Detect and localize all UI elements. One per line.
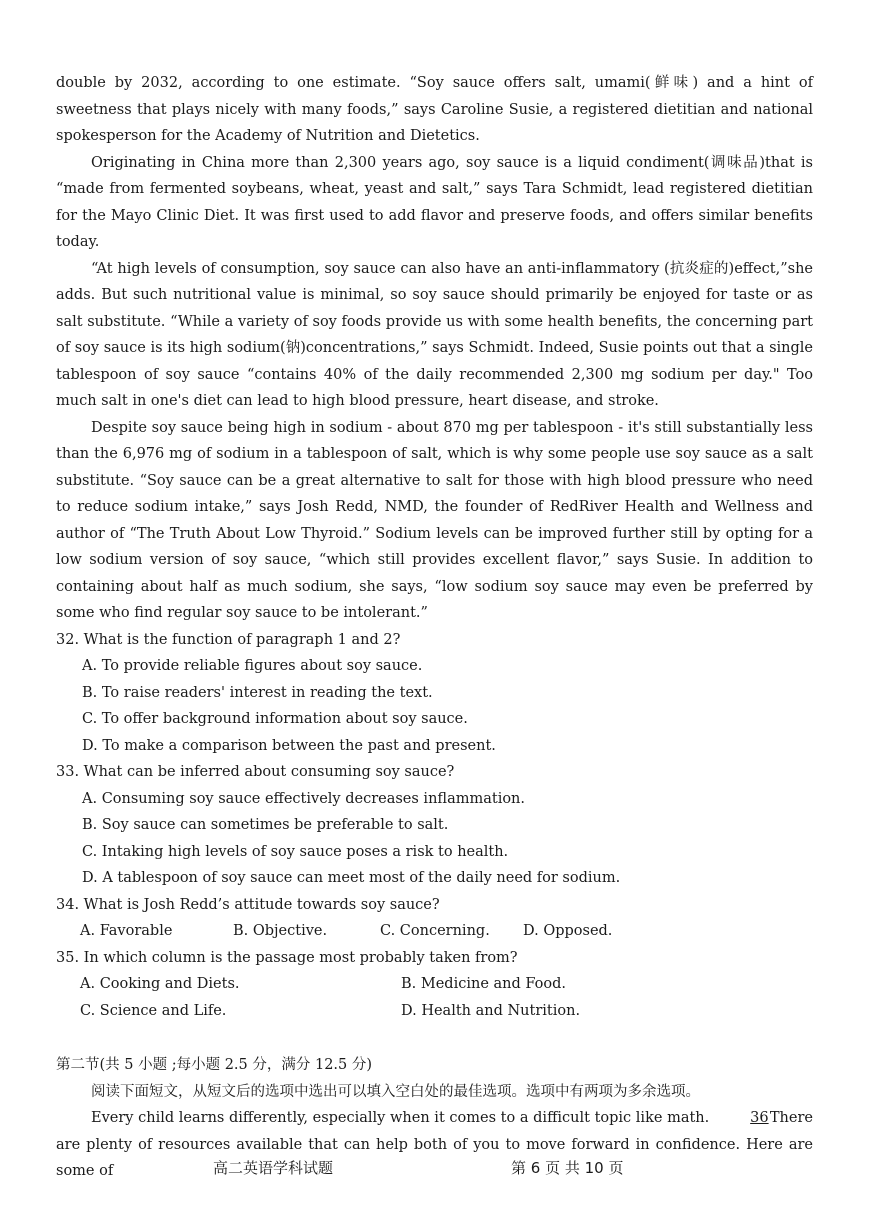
question-32 [56, 627, 813, 760]
passage-paragraph-0: double by 2032, according to one estimate. “Soy sauce offers salt, umami(鲜味) and a hint of sweetness that plays nicely with many foods,” says Caroline Susie, a registered dietitian and national spokesperson for the Academy of Nutrition and Dietetics. [56, 75, 813, 144]
passage-paragraph-3: Despite soy sauce being high in sodium - about 870 mg per tablespoon - it's still substantially less than the 6,976 mg of sodium in a tablespoon of salt, which is why some people use soy sauce as a salt substitute. “Soy sauce can be a great alternative to salt for those with high blood pressure who need to reduce sodium intake,” says Josh Redd, NMD, the founder of RedRiver Health and Wellness and author of “The Truth About Low Thyroid.” Sodium levels can be improved further still by opting for a low sodium version of soy sauce, “which still provides excellent flavor,” says Susie. In addition to containing about half as much sodium, she says, “low sodium soy sauce may even be preferred by some who find regular soy sauce to be intolerant.” [56, 419, 813, 621]
option-c: C. Concerning. [380, 923, 490, 939]
option-b: B. To raise readers' interest in reading the text. [82, 684, 433, 701]
options-row [80, 918, 813, 945]
blank-36: 36 [750, 1110, 769, 1126]
passage-paragraph-2: “At high levels of consumption, soy sauce can also have an anti-inflammatory (抗炎症的)effect,”she adds. But such nutritional value is minimal, so soy sauce should primarily be enjoyed for taste or as salt substitute. “While a variety of soy foods provide us with some health benefits, the concerning part of soy sauce is its high sodium(钠)concentrations,” says Schmidt. Indeed, Susie points out that a single tablespoon of soy sauce “contains 40% of the daily recommended 2,300 mg sodium per day." Too much salt in one's diet can lead to high blood pressure, heart disease, and stroke. [56, 260, 813, 409]
question-stem: 35. In which column is the passage most probably taken from? [56, 949, 518, 966]
question-stem: 34. What is Josh Redd’s attitude towards soy sauce? [56, 896, 440, 913]
option-c: C. Intaking high levels of soy sauce poses a risk to health. [82, 843, 509, 860]
cloze-paragraph [56, 1105, 813, 1185]
option-d: D. To make a comparison between the past and present. [82, 737, 496, 754]
option-c: C. Science and Life. [80, 1002, 227, 1019]
options-row [80, 998, 813, 1025]
option-a: A. Favorable [80, 923, 173, 939]
exam-page-body [56, 70, 813, 1185]
option-b: B. Objective. [233, 923, 328, 939]
cloze-text-after: There are plenty of resources available that can help both of you to move forward in confidence. Here are some of [56, 1110, 813, 1179]
section-heading: 第二节(共 5 小题 ;每小题 2.5 分，满分 12.5 分) [56, 1057, 373, 1073]
option-a: A. To provide reliable figures about soy sauce. [82, 658, 423, 674]
cloze-text-before: Every child learns differently, especially when it comes to a difficult topic like math. [91, 1110, 710, 1126]
question-stem: 32. What is the function of paragraph 1 and 2? [56, 631, 401, 648]
question-34 [56, 892, 813, 945]
option-b: B. Soy sauce can sometimes be preferable to salt. [82, 817, 449, 833]
passage-paragraph-1: Originating in China more than 2,300 years ago, soy sauce is a liquid condiment(调味品)that is “made from fermented soybeans, wheat, yeast and salt,” says Tara Schmidt, lead registered dietitian for the Mayo Clinic Diet. It was first used to add flavor and preserve foods, and offers similar benefits today. [56, 154, 813, 250]
option-c: C. To offer background information about soy sauce. [82, 711, 468, 727]
section-instruction: 阅读下面短文，从短文后的选项中选出可以填入空白处的最佳选项。选项中有两项为多余选项。 [91, 1083, 700, 1100]
option-a: A. Cooking and Diets. [80, 976, 240, 992]
options-row [80, 971, 813, 998]
option-d: D. Opposed. [523, 923, 613, 939]
question-35 [56, 945, 813, 1025]
option-b: B. Medicine and Food. [401, 976, 567, 992]
option-d: D. Health and Nutrition. [401, 1002, 581, 1019]
footer-page-number: 第 6 页 共 10 页 [511, 1159, 624, 1177]
option-a: A. Consuming soy sauce effectively decreases inflammation. [82, 790, 526, 807]
question-stem: 33. What can be inferred about consuming soy sauce? [56, 764, 455, 780]
option-d: D. A tablespoon of soy sauce can meet most of the daily need for sodium. [82, 870, 621, 886]
question-33 [56, 759, 813, 892]
footer-subject: 高二英语学科试题 [213, 1159, 334, 1177]
